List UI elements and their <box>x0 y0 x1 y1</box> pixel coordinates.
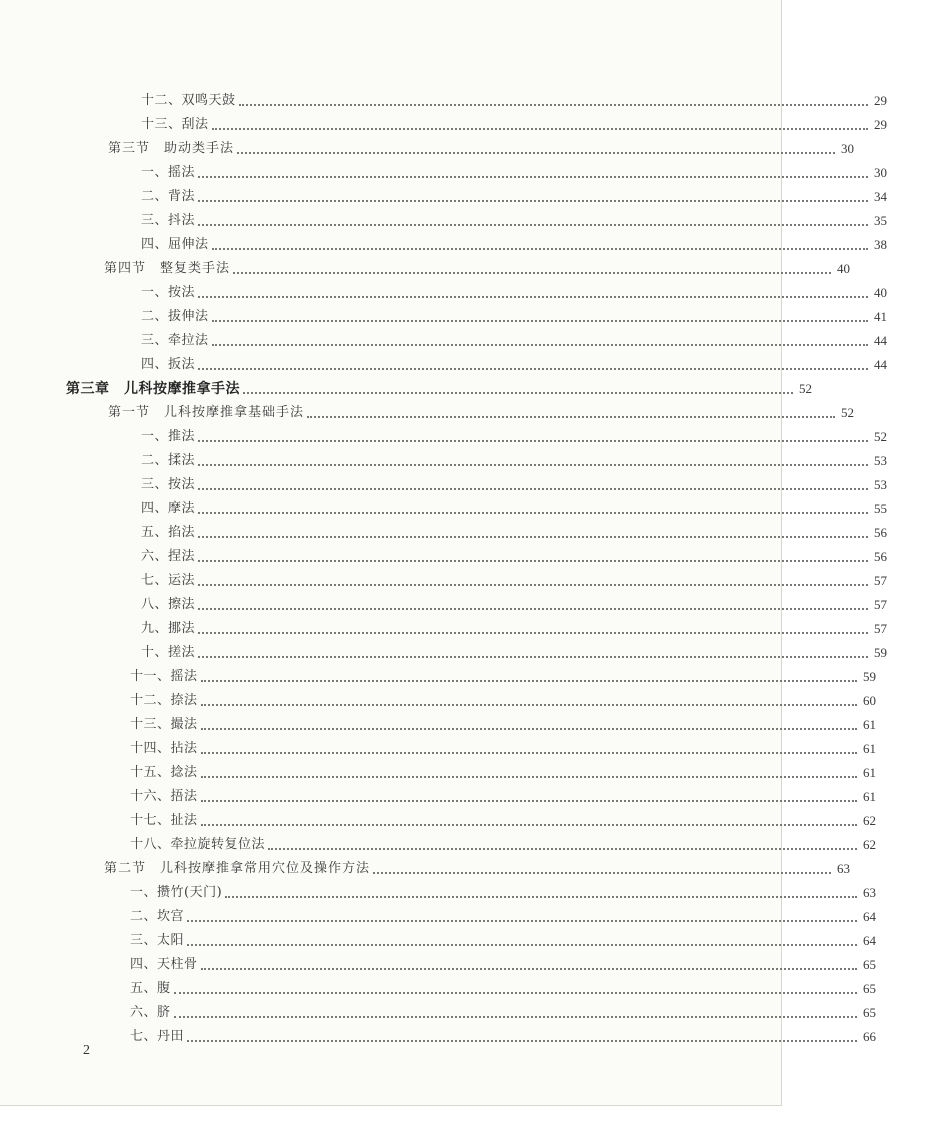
toc-entry[interactable] <box>0 686 919 710</box>
dot-leader <box>198 295 868 298</box>
toc-page-number: 30 <box>841 141 854 156</box>
dot-leader <box>212 247 868 250</box>
dot-leader <box>198 559 868 562</box>
toc-page-number: 65 <box>863 981 876 996</box>
toc-entry-label: 八、擦法 <box>141 597 196 612</box>
toc-entry[interactable] <box>0 446 930 470</box>
toc-page-number: 38 <box>874 237 887 252</box>
dot-leader <box>198 439 868 442</box>
toc-page-number: 29 <box>874 93 887 108</box>
toc-page-number: 29 <box>874 117 887 132</box>
dot-leader <box>201 703 857 706</box>
dot-leader <box>174 991 857 994</box>
toc-entry[interactable] <box>0 878 919 902</box>
toc-page-number: 40 <box>874 285 887 300</box>
dot-leader <box>201 727 857 730</box>
toc-entry-label: 一、攒竹(天门) <box>130 885 223 900</box>
toc-entry[interactable] <box>0 350 930 374</box>
toc-section-entry[interactable] <box>0 134 897 158</box>
dot-leader <box>212 319 868 322</box>
toc-entry[interactable] <box>0 1022 919 1046</box>
toc-entry[interactable] <box>0 662 919 686</box>
toc-entry[interactable] <box>0 758 919 782</box>
toc-page-number: 52 <box>841 405 854 420</box>
toc-page-number: 57 <box>874 573 887 588</box>
dot-leader <box>198 535 868 538</box>
toc-entry-label: 十五、捻法 <box>130 765 198 780</box>
dot-leader <box>198 199 868 202</box>
toc-entry-label: 十三、撮法 <box>130 717 198 732</box>
dot-leader <box>373 871 831 874</box>
toc-entry[interactable] <box>0 278 930 302</box>
dot-leader <box>198 655 868 658</box>
dot-leader <box>233 271 831 274</box>
dot-leader <box>198 607 868 610</box>
toc-entry[interactable] <box>0 902 919 926</box>
toc-page-number: 35 <box>874 213 887 228</box>
toc-entry-label: 十二、捺法 <box>130 693 198 708</box>
toc-entry-label: 三、太阳 <box>130 933 185 948</box>
toc-entry-label: 十三、刮法 <box>141 117 209 132</box>
toc-entry[interactable] <box>0 806 919 830</box>
toc-entry-label: 七、丹田 <box>130 1029 185 1044</box>
dot-leader <box>201 823 857 826</box>
toc-entry-label: 六、捏法 <box>141 549 196 564</box>
dot-leader <box>239 103 868 106</box>
toc-page-number: 53 <box>874 477 887 492</box>
dot-leader <box>174 1015 857 1018</box>
dot-leader <box>187 919 857 922</box>
dot-leader <box>225 895 857 898</box>
toc-entry[interactable] <box>0 230 930 254</box>
toc-page-number: 61 <box>863 789 876 804</box>
dot-leader <box>198 175 868 178</box>
toc-entry-label: 一、按法 <box>141 285 196 300</box>
toc-entry[interactable] <box>0 614 930 638</box>
toc-entry-label: 三、按法 <box>141 477 196 492</box>
toc-page-number: 61 <box>863 765 876 780</box>
toc-entry-label: 二、拔伸法 <box>141 309 209 324</box>
toc-page-number: 62 <box>863 837 876 852</box>
dot-leader <box>201 751 857 754</box>
dot-leader <box>201 967 857 970</box>
toc-entry[interactable] <box>0 734 919 758</box>
dot-leader <box>187 943 857 946</box>
toc-page-number: 34 <box>874 189 887 204</box>
toc-entry-label: 三、牵拉法 <box>141 333 209 348</box>
toc-entry[interactable] <box>0 542 930 566</box>
toc-page-number: 65 <box>863 957 876 972</box>
dot-leader <box>212 127 868 130</box>
toc-entry[interactable] <box>0 158 930 182</box>
toc-entry[interactable] <box>0 206 930 230</box>
toc-page-number: 44 <box>874 333 887 348</box>
dot-leader <box>198 511 868 514</box>
dot-leader <box>198 463 868 466</box>
toc-entry[interactable] <box>0 86 930 110</box>
toc-page-number: 52 <box>799 381 812 396</box>
toc-page-number: 57 <box>874 597 887 612</box>
toc-entry-label: 五、腹 <box>130 981 171 996</box>
dot-leader <box>201 799 857 802</box>
toc-page-number: 41 <box>874 309 887 324</box>
toc-page-number: 55 <box>874 501 887 516</box>
toc-page-number: 56 <box>874 549 887 564</box>
dot-leader <box>243 391 793 394</box>
toc-page-number: 62 <box>863 813 876 828</box>
toc-entry-label: 十一、摇法 <box>130 669 198 684</box>
toc-section-entry[interactable] <box>0 854 893 878</box>
toc-entry-label: 十四、拈法 <box>130 741 198 756</box>
page-folio-number: 2 <box>83 1043 90 1058</box>
toc-entry-label: 六、脐 <box>130 1005 171 1020</box>
dot-leader <box>198 583 868 586</box>
toc-page-number: 61 <box>863 717 876 732</box>
toc-section-entry[interactable] <box>0 398 897 422</box>
dot-leader <box>198 367 868 370</box>
toc-page-number: 52 <box>874 429 887 444</box>
toc-entry[interactable] <box>0 326 930 350</box>
toc-entry-label: 一、推法 <box>141 429 196 444</box>
dot-leader <box>307 415 835 418</box>
toc-entry-label: 四、天柱骨 <box>130 957 198 972</box>
toc-page-number: 64 <box>863 909 876 924</box>
toc-entry[interactable] <box>0 518 930 542</box>
toc-entry[interactable] <box>0 494 930 518</box>
toc-entry-label: 二、背法 <box>141 189 196 204</box>
dot-leader <box>212 343 868 346</box>
toc-entry-label: 四、扳法 <box>141 357 196 372</box>
toc-entry-label: 十七、扯法 <box>130 813 198 828</box>
toc-entry[interactable] <box>0 302 930 326</box>
toc-page-number: 66 <box>863 1029 876 1044</box>
toc-chapter-label: 第三章 儿科按摩推拿手法 <box>66 381 240 397</box>
toc-entry[interactable] <box>0 182 930 206</box>
toc-page-number: 40 <box>837 261 850 276</box>
toc-entry-label: 一、摇法 <box>141 165 196 180</box>
toc-entry[interactable] <box>0 710 919 734</box>
dot-leader <box>201 775 857 778</box>
toc-chapter-entry[interactable] <box>0 374 855 398</box>
toc-entry-label: 第三节 助动类手法 <box>108 141 235 156</box>
toc-entry[interactable] <box>0 950 919 974</box>
toc-page-number: 63 <box>837 861 850 876</box>
toc-page-number: 61 <box>863 741 876 756</box>
toc-entry-label: 第二节 儿科按摩推拿常用穴位及操作方法 <box>104 861 371 876</box>
toc-entry-label: 第一节 儿科按摩推拿基础手法 <box>108 405 305 420</box>
dot-leader <box>237 151 835 154</box>
dot-leader <box>187 1039 857 1042</box>
dot-leader <box>198 487 868 490</box>
toc-entry-label: 十六、捂法 <box>130 789 198 804</box>
toc-entry-label: 十、搓法 <box>141 645 196 660</box>
toc-entry-label: 三、抖法 <box>141 213 196 228</box>
toc-entry-label: 第四节 整复类手法 <box>104 261 231 276</box>
toc-entry[interactable] <box>0 638 930 662</box>
toc-page-number: 60 <box>863 693 876 708</box>
toc-entry[interactable] <box>0 566 930 590</box>
toc-entry[interactable] <box>0 422 930 446</box>
toc-page-number: 59 <box>874 645 887 660</box>
toc-entry[interactable] <box>0 830 919 854</box>
dot-leader <box>198 631 868 634</box>
toc-page-number: 57 <box>874 621 887 636</box>
toc-entry-label: 五、掐法 <box>141 525 196 540</box>
toc-entry[interactable] <box>0 974 919 998</box>
toc-entry[interactable] <box>0 998 919 1022</box>
toc-page-number: 59 <box>863 669 876 684</box>
toc-entry[interactable] <box>0 782 919 806</box>
toc-entry-label: 四、屈伸法 <box>141 237 209 252</box>
dot-leader <box>268 847 857 850</box>
toc-page-number: 63 <box>863 885 876 900</box>
toc-page-number: 44 <box>874 357 887 372</box>
toc-entry[interactable] <box>0 110 930 134</box>
toc-entry[interactable] <box>0 926 919 950</box>
dot-leader <box>201 679 857 682</box>
toc-entry-label: 九、挪法 <box>141 621 196 636</box>
toc-page-number: 53 <box>874 453 887 468</box>
toc-page-number: 56 <box>874 525 887 540</box>
toc-section-entry[interactable] <box>0 254 893 278</box>
toc-entry-label: 十二、双鸣天鼓 <box>141 93 236 108</box>
toc-page-number: 64 <box>863 933 876 948</box>
toc-page-number: 30 <box>874 165 887 180</box>
toc-entry-label: 七、运法 <box>141 573 196 588</box>
toc-entry-label: 十八、牵拉旋转复位法 <box>130 837 266 852</box>
toc-entry[interactable] <box>0 590 930 614</box>
toc-entry-label: 二、揉法 <box>141 453 196 468</box>
toc-entry-label: 四、摩法 <box>141 501 196 516</box>
dot-leader <box>198 223 868 226</box>
toc-entry[interactable] <box>0 470 930 494</box>
toc-entry-label: 二、坎宫 <box>130 909 185 924</box>
toc-page-number: 65 <box>863 1005 876 1020</box>
